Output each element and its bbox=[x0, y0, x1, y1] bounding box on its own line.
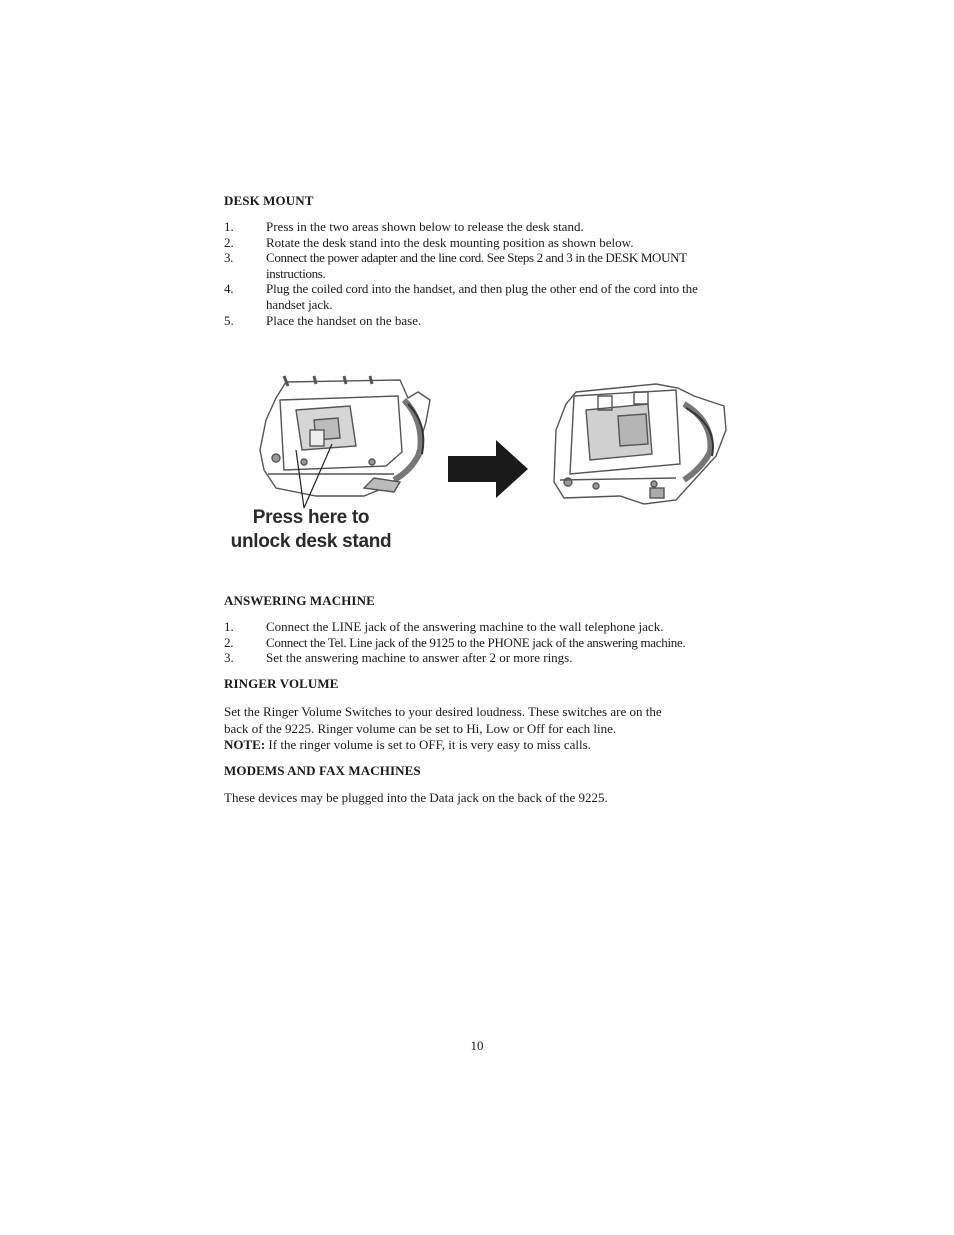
ringer-volume-text bbox=[224, 704, 744, 754]
step-text: Press in the two areas shown below to release the desk stand. bbox=[266, 219, 584, 234]
pointer-lines bbox=[296, 444, 332, 508]
list-item bbox=[224, 650, 744, 666]
note-text: If the ringer volume is set to OFF, it is very easy to miss calls. bbox=[265, 737, 591, 752]
ringer-volume-heading: RINGER VOLUME bbox=[224, 676, 339, 691]
step-text: Plug the coiled cord into the handset, and then plug the other end of the cord into the handset jack. bbox=[266, 281, 698, 312]
step-text: Connect the LINE jack of the answering machine to the wall telephone jack. bbox=[266, 619, 664, 634]
phone-base-before-illustration bbox=[260, 376, 430, 496]
caption-line: Press here to bbox=[252, 507, 370, 528]
page-number: 10 bbox=[470, 1038, 484, 1053]
ringer-volume-line: back of the 9225. Ringer volume can be set to Hi, Low or Off for each line. bbox=[224, 720, 617, 736]
step-number: 5. bbox=[224, 312, 234, 328]
desk-mount-steps bbox=[224, 219, 734, 328]
step-number: 2. bbox=[224, 234, 234, 250]
answering-machine-steps bbox=[224, 619, 744, 666]
list-item bbox=[224, 635, 744, 651]
ringer-volume-line: Set the Ringer Volume Switches to your desired loudness. These switches are on the bbox=[224, 704, 662, 719]
step-text: Place the handset on the base. bbox=[266, 312, 422, 328]
desk-stand-figure bbox=[224, 370, 734, 560]
figure-caption bbox=[226, 506, 396, 554]
note-label: NOTE: bbox=[224, 737, 266, 752]
step-text: Set the answering machine to answer after 2 or more rings. bbox=[266, 650, 573, 666]
step-number: 4. bbox=[224, 281, 234, 297]
right-arrow-icon bbox=[448, 440, 528, 498]
step-number: 2. bbox=[224, 634, 234, 650]
desk-mount-heading: DESK MOUNT bbox=[224, 193, 314, 208]
list-item bbox=[224, 281, 734, 312]
answering-machine-heading: ANSWERING MACHINE bbox=[224, 593, 375, 608]
list-item bbox=[224, 235, 734, 251]
step-number: 3. bbox=[224, 250, 234, 266]
modems-text: These devices may be plugged into the Data jack on the back of the 9225. bbox=[224, 790, 608, 805]
list-item bbox=[224, 219, 734, 235]
step-text: Connect the power adapter and the line cord. See Steps 2 and 3 in the DESK MOUNT instructions. bbox=[266, 250, 687, 281]
phone-base-after-illustration bbox=[554, 384, 726, 504]
list-item bbox=[224, 313, 734, 329]
step-number: 1. bbox=[224, 619, 234, 634]
step-number: 3. bbox=[224, 650, 234, 666]
step-text: Rotate the desk stand into the desk mounting position as shown below. bbox=[266, 234, 634, 250]
list-item bbox=[224, 250, 734, 281]
ringer-volume-note bbox=[224, 737, 744, 754]
modems-heading: MODEMS AND FAX MACHINES bbox=[224, 763, 421, 778]
step-number: 1. bbox=[224, 219, 234, 234]
step-text: Connect the Tel. Line jack of the 9125 to the PHONE jack of the answering machine. bbox=[266, 634, 686, 650]
caption-line: unlock desk stand bbox=[230, 531, 392, 552]
list-item bbox=[224, 619, 744, 635]
